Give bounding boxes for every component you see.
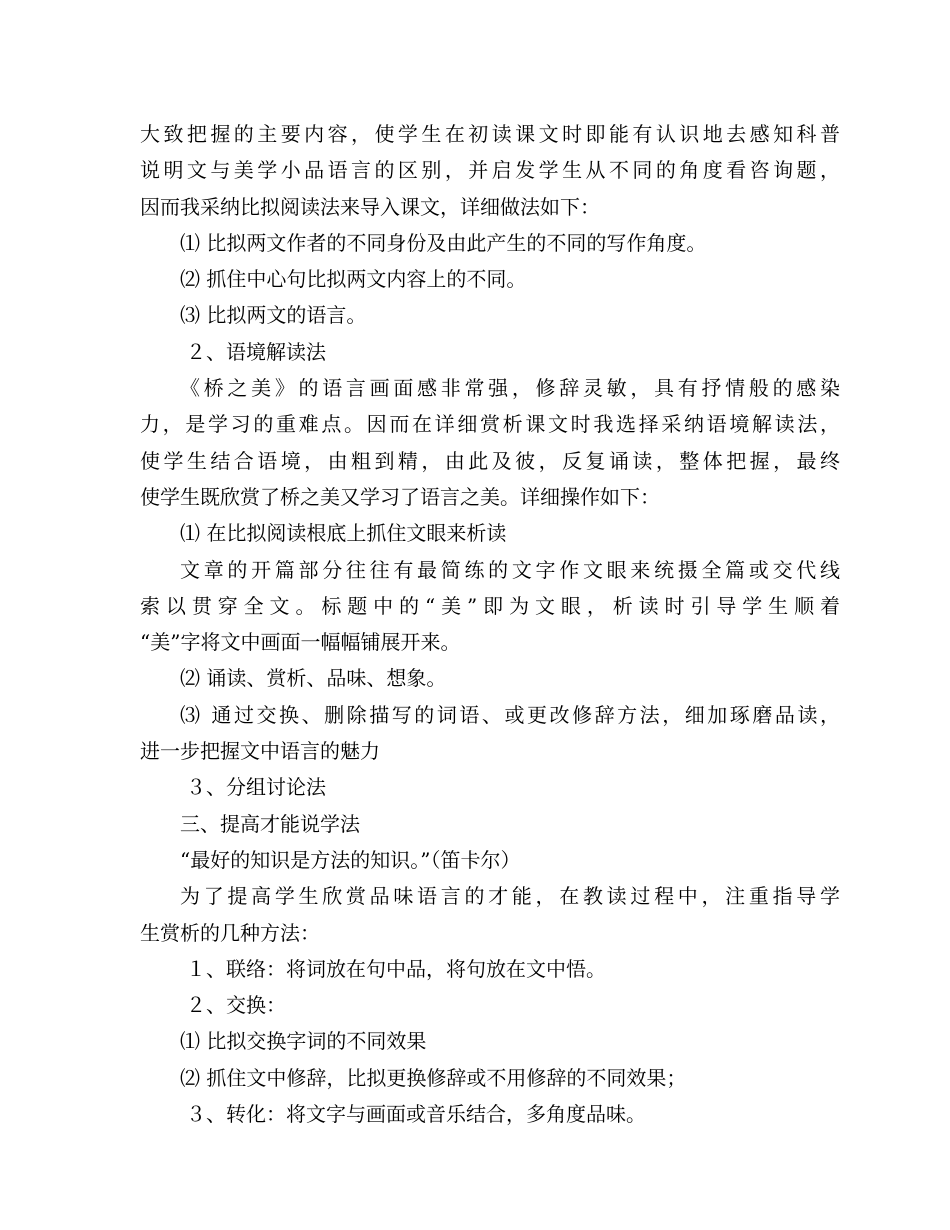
paragraph-line: 说明文与美学小品语言的区别，并启发学生从不同的角度看咨询题，: [140, 158, 840, 183]
paragraph-line: 因而我采纳比拟阅读法来导入课文，详细做法如下：: [140, 194, 600, 219]
list-item: ⑵ 抓住中心句比拟两文内容上的不同。: [180, 267, 527, 292]
paragraph-line: 使学生既欣赏了桥之美又学习了语言之美。详细操作如下：: [140, 484, 660, 509]
section-heading: 三、提高才能说学法: [180, 811, 360, 836]
paragraph-line: 索以贯穿全文。标题中的“美”即为文眼，析读时引导学生顺着: [140, 593, 840, 618]
list-item: ⑵ 抓住文中修辞，比拟更换修辞或不用修辞的不同效果；: [180, 1065, 687, 1090]
list-item: ⑵ 诵读、赏析、品味、想象。: [180, 666, 447, 691]
section-heading: ３、分组讨论法: [186, 775, 326, 800]
quote-line: “最好的知识是方法的知识。”（笛卡尔）: [180, 847, 521, 872]
list-item: ⑴ 比拟交换字词的不同效果: [180, 1029, 427, 1054]
list-item: ⑴ 在比拟阅读根底上抓住文眼来析读: [180, 521, 507, 546]
paragraph-line: 进一步把握文中语言的魅力: [140, 739, 380, 764]
paragraph-line: 力，是学习的重难点。因而在详细赏析课文时我选择采纳语境解读法，: [140, 412, 840, 437]
paragraph-line: 为了提高学生欣赏品味语言的才能，在教读过程中，注重指导学: [180, 884, 840, 909]
list-item: ３、转化：将文字与画面或音乐结合，多角度品味。: [186, 1102, 646, 1127]
paragraph-line: 使学生结合语境，由粗到精，由此及彼，反复诵读，整体把握，最终: [140, 448, 840, 473]
paragraph-line: 《桥之美》的语言画面感非常强，修辞灵敏，具有抒情般的感染: [180, 376, 840, 401]
paragraph-line: “美”字将文中画面一幅幅铺展开来。: [140, 630, 461, 655]
list-item: ⑶ 比拟两文的语言。: [180, 303, 367, 328]
list-item: １、联络：将词放在句中品，将句放在文中悟。: [186, 956, 606, 981]
list-item: ⑴ 比拟两文作者的不同身份及由此产生的不同的写作角度。: [180, 230, 707, 255]
section-heading: ２、语境解读法: [186, 339, 326, 364]
paragraph-line: 大致把握的主要内容，使学生在初读课文时即能有认识地去感知科普: [140, 122, 840, 146]
list-item: ２、交换：: [186, 993, 286, 1018]
list-item: ⑶ 通过交换、删除描写的词语、或更改修辞方法，细加琢磨品读，: [180, 702, 840, 727]
paragraph-line: 生赏析的几种方法：: [140, 920, 320, 945]
paragraph-line: 文章的开篇部分往往有最简练的文字作文眼来统摄全篇或交代线: [180, 557, 840, 582]
document-body: [140, 116, 840, 1132]
